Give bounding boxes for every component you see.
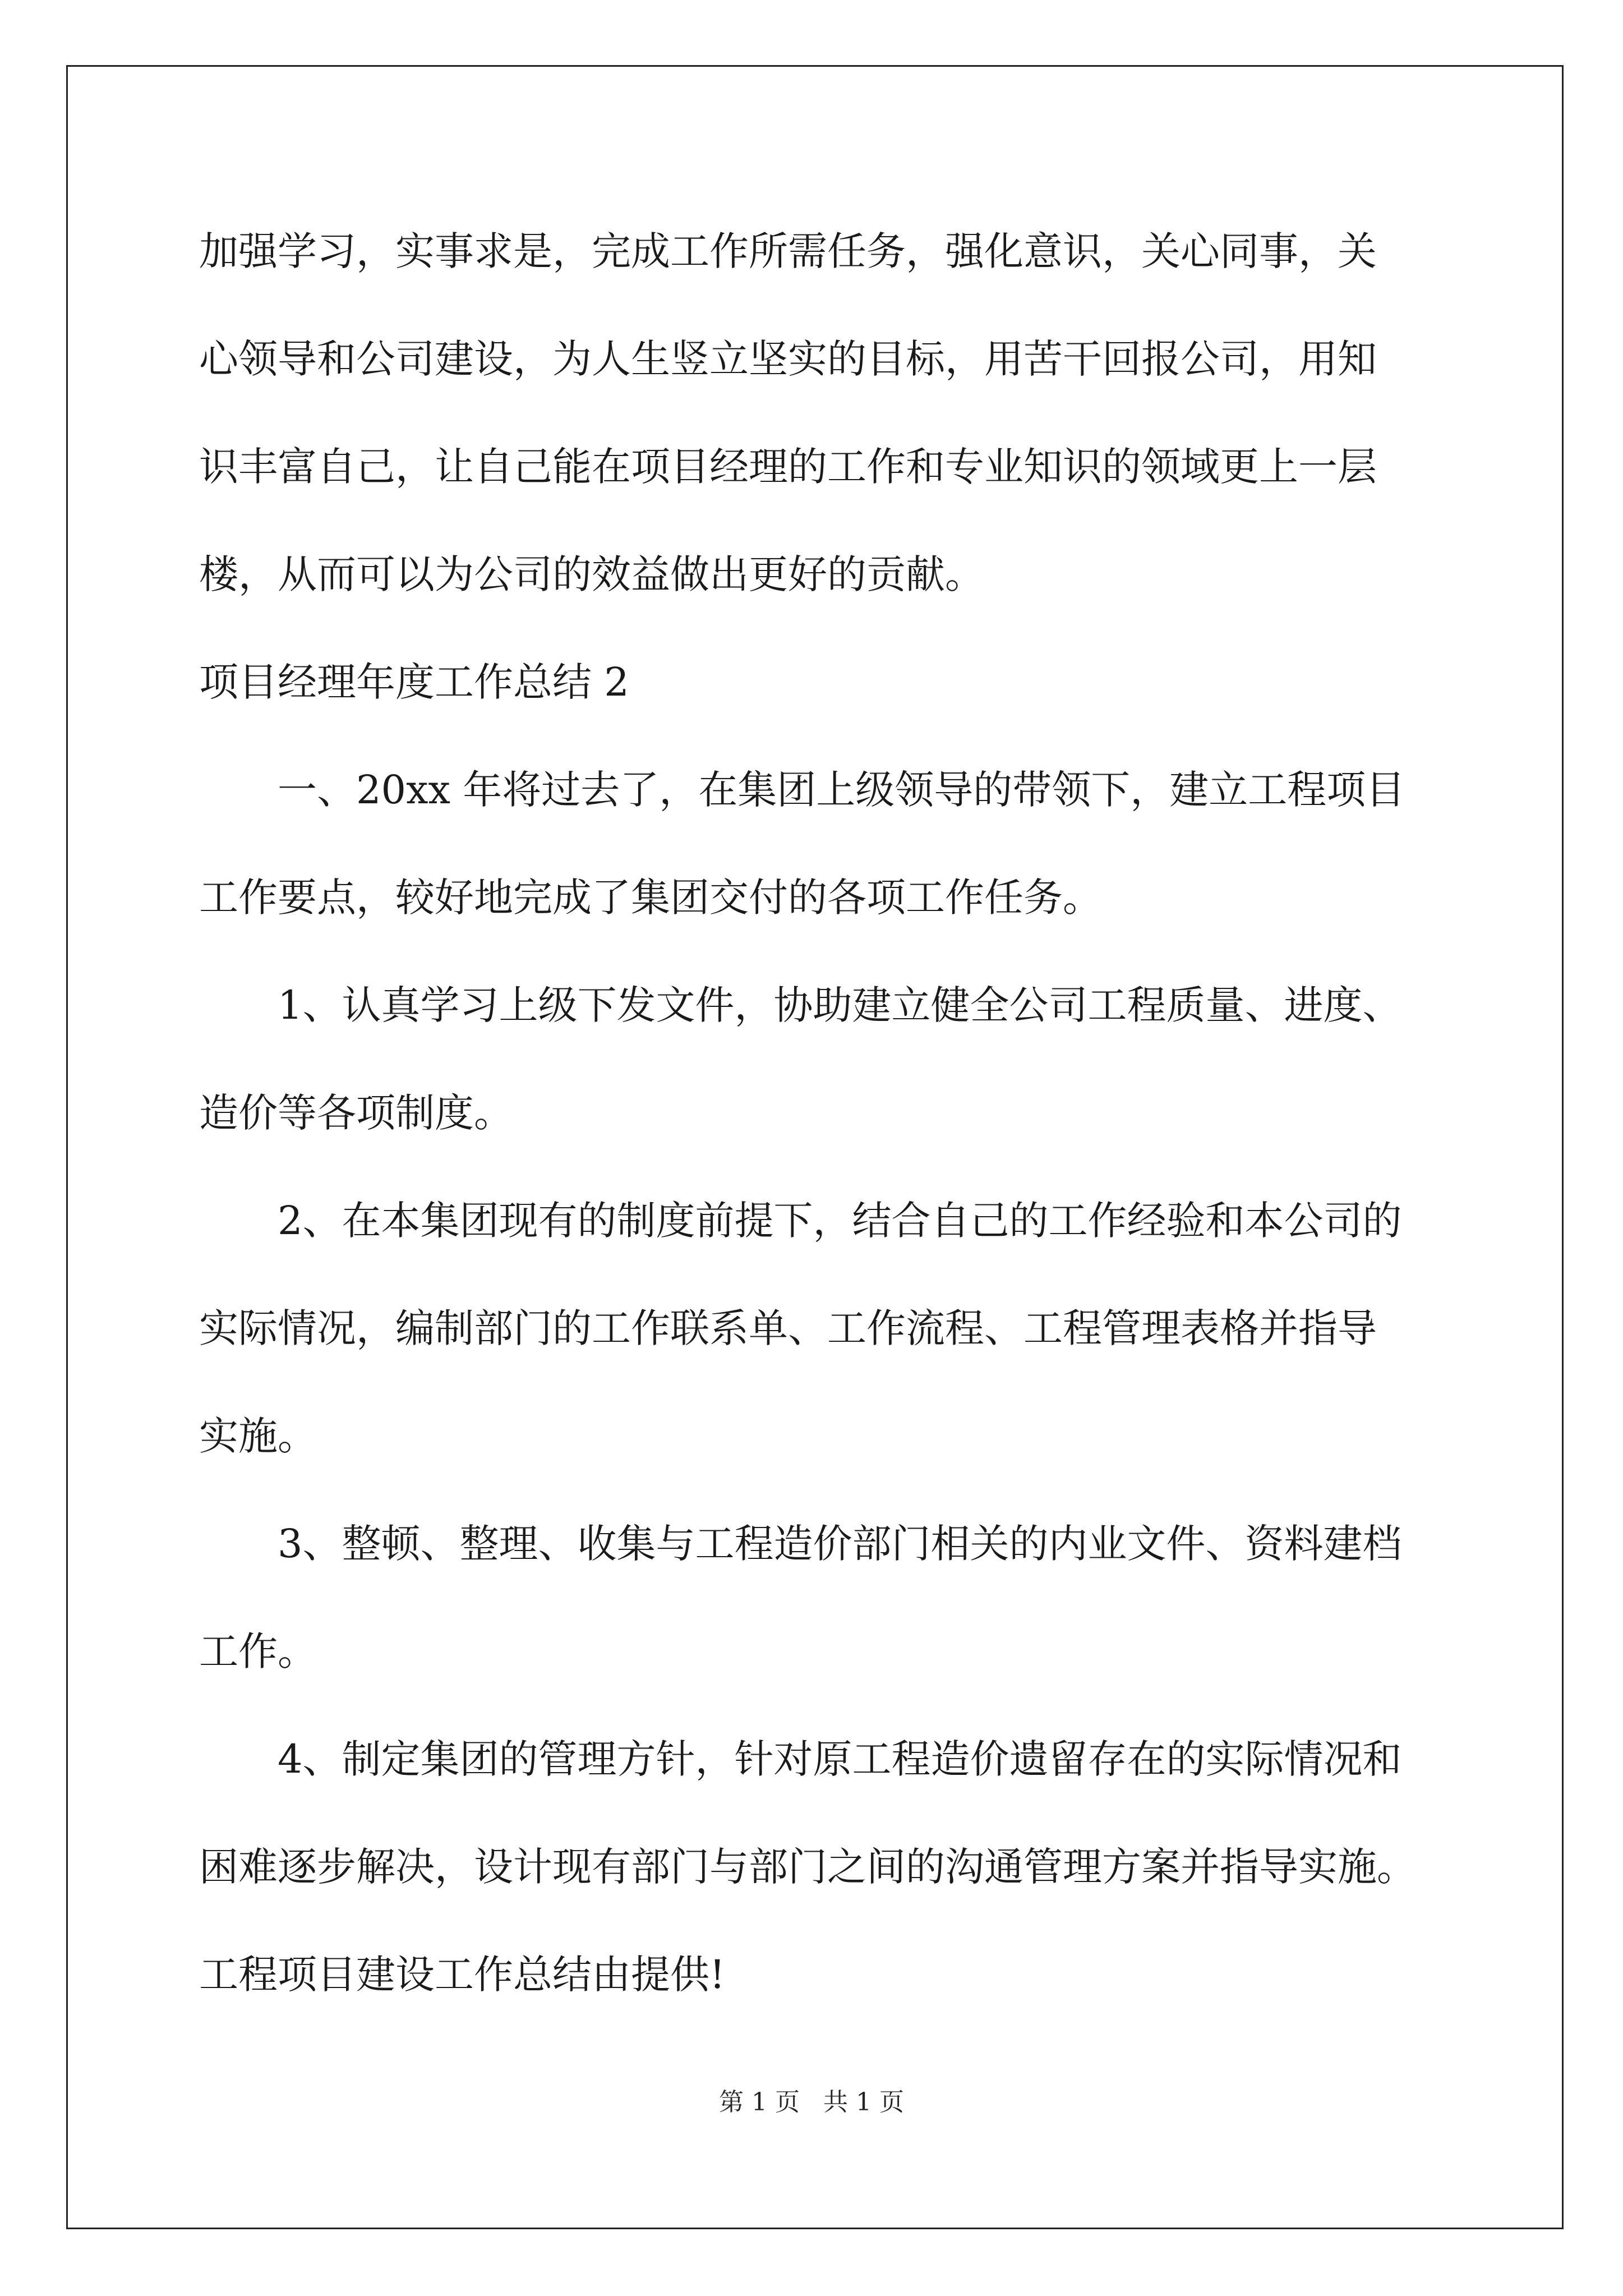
paragraph-line: 楼，从而可以为公司的效益做出更好的贡献。	[199, 551, 984, 597]
paragraph-line: 工作。	[199, 1628, 317, 1674]
paragraph-line: 心领导和公司建设，为人生竖立坚实的目标，用苦干回报公司，用知	[199, 336, 1377, 382]
document-body	[199, 224, 1450, 2001]
list-item-2: 2、在本集团现有的制度前提下，结合自己的工作经验和本公司的	[278, 1198, 1402, 1244]
page-number-current: 第 1 页	[719, 2088, 800, 2116]
paragraph-line: 造价等各项制度。	[199, 1090, 513, 1136]
list-item-1: 1、认真学习上级下发文件，协助建立健全公司工程质量、进度、	[278, 982, 1402, 1028]
paragraph-line: 工作要点，较好地完成了集团交付的各项工作任务。	[199, 875, 1102, 921]
page-number-total: 共 1 页	[823, 2088, 904, 2116]
list-item-4: 4、制定集团的管理方针，针对原工程造价遗留存在的实际情况和	[278, 1736, 1402, 1782]
list-item-3: 3、整顿、整理、收集与工程造价部门相关的内业文件、资料建档	[278, 1521, 1402, 1567]
paragraph-line: 识丰富自己，让自己能在项目经理的工作和专业知识的领域更上一层	[199, 444, 1377, 490]
section-heading: 项目经理年度工作总结 2	[199, 659, 629, 705]
paragraph-line: 困难逐步解决，设计现有部门与部门之间的沟通管理方案并指导实施。	[199, 1844, 1416, 1890]
page-footer	[0, 2086, 1623, 2119]
paragraph-line: 一、20xx 年将过去了，在集团上级领导的带领下，建立工程项目	[278, 767, 1405, 813]
paragraph-line: 实际情况，编制部门的工作联系单、工作流程、工程管理表格并指导	[199, 1305, 1377, 1351]
paragraph-line: 加强学习，实事求是，完成工作所需任务，强化意识，关心同事，关	[199, 228, 1377, 274]
paragraph-line: 实施。	[199, 1413, 317, 1459]
closing-line: 工程项目建设工作总结由提供!	[199, 1952, 726, 1998]
